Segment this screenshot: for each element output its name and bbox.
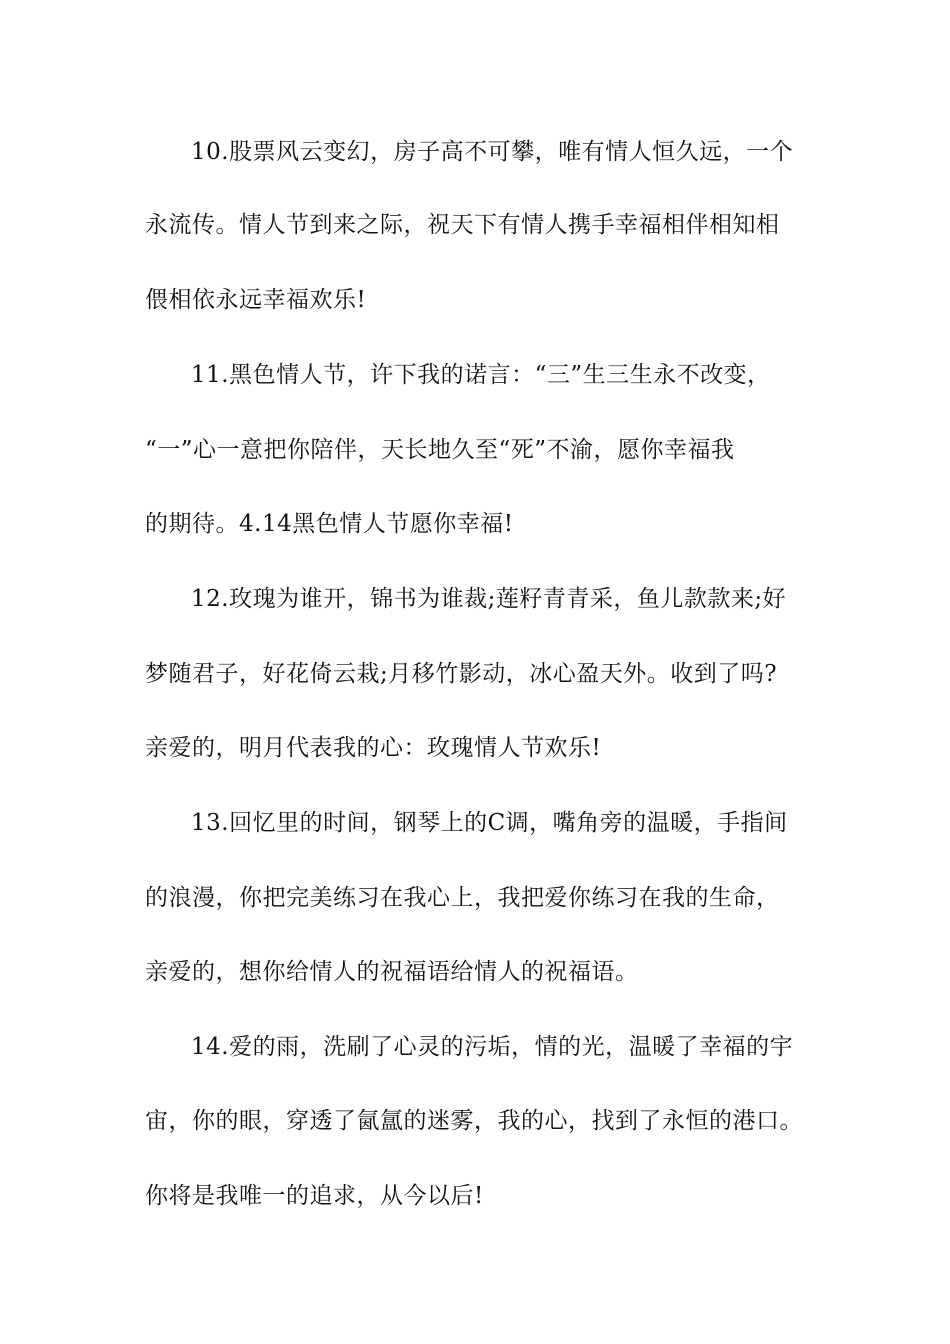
text-line: 永流传。情人节到来之际，祝天下有情人携手幸福相伴相知相 [145, 212, 780, 238]
text-line: “一”心一意把你陪伴，天长地久至“死”不渝，愿你幸福我 [145, 437, 735, 463]
text-line: 14.爱的雨，洗刷了心灵的污垢，情的光，温暖了幸福的宇 [191, 1034, 794, 1060]
text-line: 亲爱的，想你给情人的祝福语给情人的祝福语。 [145, 959, 639, 985]
text-line: 11.黑色情人节，许下我的诺言：“三”生三生永不改变， [191, 362, 771, 388]
text-line: 12.玫瑰为谁开，锦书为谁裁;莲籽青青采，鱼儿款款来;好 [191, 586, 787, 612]
text-line: 的浪漫，你把完美练习在我心上，我把爱你练习在我的生命， [145, 885, 780, 911]
text-line: 偎相依永远幸福欢乐! [145, 287, 367, 313]
text-line: 梦随君子，好花倚云栽;月移竹影动，冰心盈天外。收到了吗? [145, 661, 778, 687]
text-line: 亲爱的，明月代表我的心：玫瑰情人节欢乐! [145, 735, 602, 761]
text-line: 13.回忆里的时间，钢琴上的C调，嘴角旁的温暖，手指间 [191, 810, 788, 836]
text-line: 宙，你的眼，穿透了氤氲的迷雾，我的心，找到了永恒的港口。 [145, 1108, 803, 1134]
text-line: 的期待。4.14黑色情人节愿你幸福! [145, 511, 514, 537]
text-line: 10.股票风云变幻，房子高不可攀，唯有情人恒久远，一个 [191, 139, 794, 165]
text-line: 你将是我唯一的追求，从今以后! [145, 1183, 484, 1209]
